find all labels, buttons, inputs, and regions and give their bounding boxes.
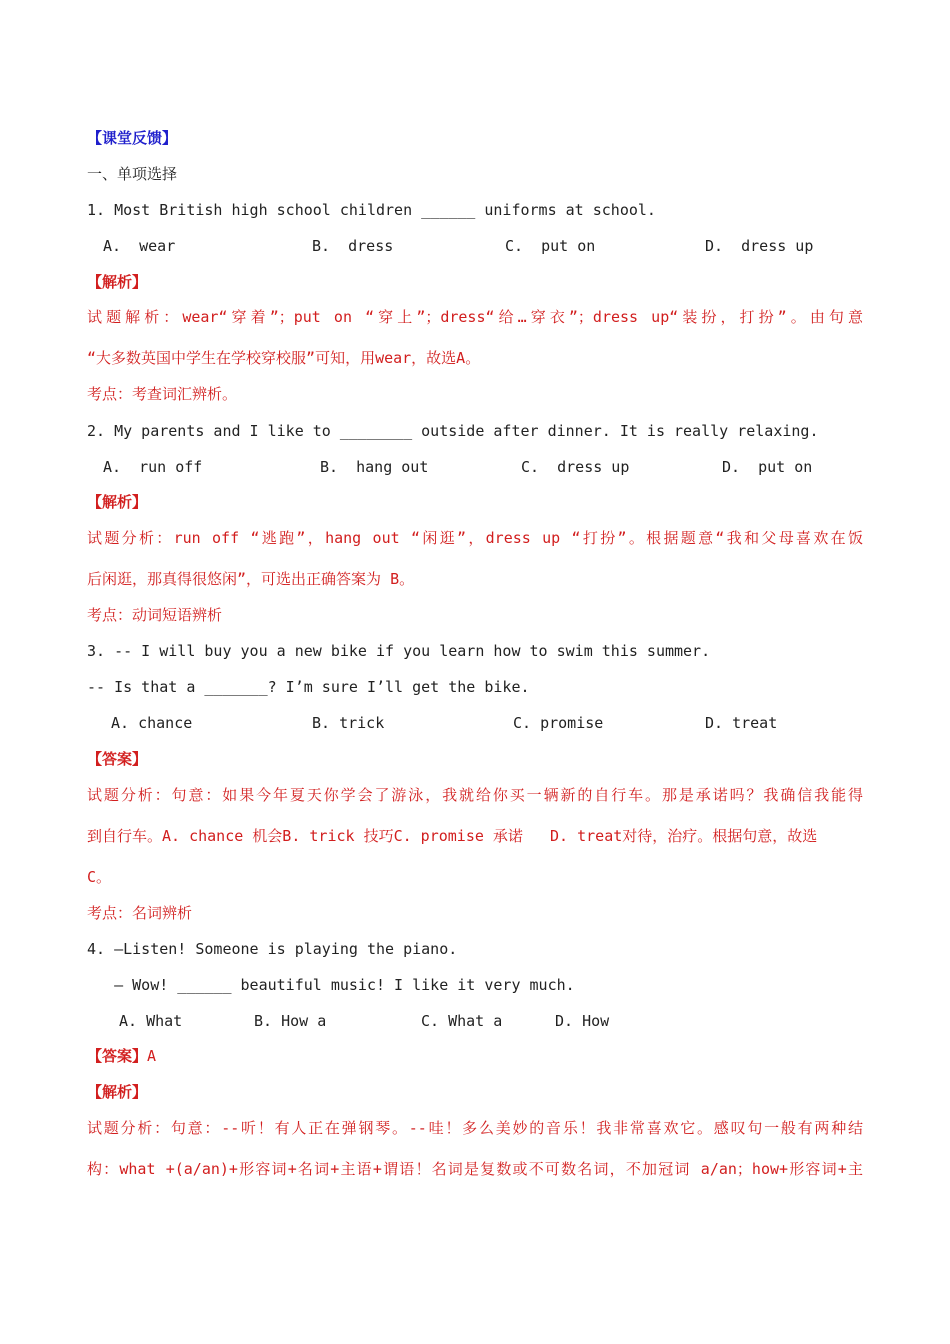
q3-option-c: C. promise [513,714,604,732]
question-4-stem-1: 4. —Listen! Someone is playing the piano. [87,940,458,958]
q4-analysis-line-1: 试题分析：句意：--听！有人正在弹钢琴。--哇！多么美妙的音乐！我非常喜欢它。感叹句一般有两种结 [87,1119,863,1137]
q1-analysis-line-2: “大多数英国中学生在学校穿校服”可知，用wear，故选A。 [87,349,481,367]
q1-knowledge-point: 考点：考查词汇辨析。 [87,385,238,403]
q3-analysis-line-3: C。 [87,868,112,886]
question-3-stem-1: 3. -- I will buy you a new bike if you learn how to swim this summer. [87,642,711,660]
q4-option-c: C. What a [421,1012,503,1030]
q2-option-d: D. put on [722,458,813,476]
q2-analysis-line-2: 后闲逛，那真得很悠闲”，可选出正确答案为 B。 [87,570,415,588]
section-title: 一、单项选择 [87,165,178,183]
q3-option-b: B. trick [312,714,385,732]
q4-analysis-line-2: 构：what +(a/an)+形容词+名词+主语+谓语！名词是复数或不可数名词，不加冠词 a/an；how+形容词+主 [87,1160,863,1178]
q1-option-b: B. dress [312,237,394,255]
question-1-stem: 1. Most British high school children ______ uniforms at school. [87,201,656,219]
q3-analysis-line-1: 试题分析：句意：如果今年夏天你学会了游泳，我就给你买一辆新的自行车。那是承诺吗？我确信我能得 [87,786,863,804]
q1-option-c: C. put on [505,237,596,255]
q1-option-d: D. dress up [705,237,814,255]
q3-option-d: D. treat [705,714,778,732]
q4-option-a: A. What [119,1012,183,1030]
q2-knowledge-point: 考点：动词短语辨析 [87,606,223,624]
question-3-stem-2: -- Is that a _______? I’m sure I’ll get the bike. [87,678,530,696]
section-header: 【课堂反馈】 [87,129,178,147]
q2-analysis-label: 【解析】 [87,493,148,511]
q4-option-b: B. How a [254,1012,327,1030]
q2-analysis-line-1: 试题分析：run off “逃跑”，hang out “闲逛”，dress up “打扮”。根据题意“我和父母喜欢在饭 [87,529,863,547]
question-2-stem: 2. My parents and I like to ________ outside after dinner. It is really relaxing. [87,422,819,440]
q4-analysis-label: 【解析】 [87,1083,148,1101]
q2-option-c: C. dress up [521,458,630,476]
question-4-stem-2: — Wow! ______ beautiful music! I like it very much. [87,976,575,994]
q4-answer-row [87,1046,156,1066]
q3-knowledge-point: 考点：名词辨析 [87,904,193,922]
q1-analysis-label: 【解析】 [87,273,148,291]
q1-analysis-line-1: 试题解析：wear“穿着”；put on “穿上”；dress“给…穿衣”；dress up“装扮，打扮”。由句意 [87,308,863,326]
q4-option-d: D. How [555,1012,610,1030]
q4-answer-label: 【答案】 [87,1047,148,1065]
q2-option-a: A. run off [103,458,203,476]
q1-option-a: A. wear [103,237,176,255]
q3-option-a: A. chance [111,714,193,732]
q4-answer-value: A [147,1047,157,1065]
q3-answer-label: 【答案】 [87,750,148,768]
q3-analysis-line-2: 到自行车。A. chance 机会B. trick 技巧C. promise 承诺 D. treat对待，治疗。根据句意，故选 [87,827,818,845]
q2-option-b: B. hang out [320,458,429,476]
